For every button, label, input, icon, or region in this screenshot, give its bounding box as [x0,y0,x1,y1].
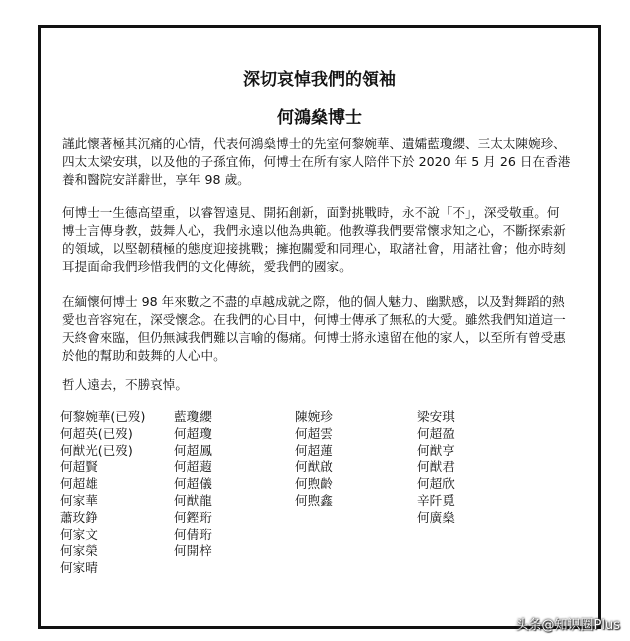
signatory-name: 藍瓊纓 [174,409,212,424]
signatory-name: 何猷龍 [174,492,212,508]
signatory-column-4 [417,409,455,527]
signatory-name: 何煦齡 [295,476,333,492]
signatory-name: 何超盈 [417,425,455,441]
signatory-name: 何猷啟 [295,459,333,475]
signatory-name: 何家華 [60,492,98,508]
signatory-name: 何超賢 [60,459,98,475]
signatory-name: 何超雲 [295,425,333,441]
paragraph-announcement: 謹此懷著極其沉痛的心情，代表何鴻燊博士的先室何黎婉華、遺孀藍瓊纓、三太太陳婉珍、 四太太梁安琪，以及他的子孫宜佈，何博士在所有家人陪伴下於 2020 年 5 月 26 日在香港 養和醫院安詳辭世，享年 98 歲。 [62,136,571,187]
signatory-name: 梁安琪 [417,409,455,424]
signatory-name: 何猷光(已歿) [60,442,133,458]
signatory-name: 何家榮 [60,543,98,559]
signatory-name: 何家晴 [60,560,98,576]
signatory-name: 何廣燊 [417,509,455,525]
signatory-column-2 [174,409,212,560]
signatory-name: 何猷君 [417,459,455,475]
watermark-label: 头条@知识圈Plus [515,618,620,633]
signatory-name: 何開梓 [174,543,212,559]
notice-title: 深切哀悼我們的領袖 [243,70,396,90]
notice-subtitle: 何鴻燊博士 [277,108,362,128]
signatories [60,409,590,589]
signatory-name: 何黎婉華(已歿) [60,409,146,424]
paragraph-closing: 哲人遠去，不勝哀悼。 [62,377,188,392]
signatory-name: 何超欣 [417,476,455,492]
signatory-name: 蕭玫錚 [60,509,98,525]
signatory-column-1 [60,409,145,577]
signatory-name: 何超英(已歿) [60,425,133,441]
signatory-name: 辛阡覓 [417,492,455,508]
signatory-name: 何煦鑫 [295,492,333,508]
signatory-name: 何鏗珩 [174,509,212,525]
signatory-name: 何猷亨 [417,442,455,458]
signatory-name: 何家文 [60,526,98,542]
signatory-name: 何超蕸 [174,459,212,475]
signatory-name: 何超雄 [60,476,98,492]
signatory-name: 何超瓊 [174,425,212,441]
signatory-name: 何超蓮 [295,442,333,458]
paragraph-remembrance: 在緬懷何博士 98 年來數之不盡的卓越成就之際，他的個人魅力、幽默感，以及對舞蹈的熱 愛也音容宛在，深受懷念。在我們的心目中，何博士傳承了無私的大愛。雖然我們知道這一 天終會來臨，但仍無減我們難以言喻的傷痛。何博士將永遠留在他的家人，以至所有曾受惠 於他的幫助和鼓舞的人心中。 [62,294,566,363]
signatory-name: 何超鳳 [174,442,212,458]
signatory-column-3 [295,409,333,510]
signatory-name: 何超儀 [174,476,212,492]
signatory-name: 陳婉珍 [295,409,333,424]
signatory-name: 何倩珩 [174,526,212,542]
paragraph-tribute: 何博士一生德高望重，以睿智遠見、開拓創新，面對挑戰時，永不說「不」，深受敬重。何 博士言傳身教，鼓舞人心，我們永遠以他為典範。他教導我們要常懷求知之心，不斷探索新 的領域，以堅韌積極的態度迎接挑戰；擁抱關愛和同理心，取諸社會，用諸社會；他亦時刻 耳提面命我們珍惜我們的文化傳統，愛我們的國家。 [62,205,566,274]
obituary-notice [38,25,601,629]
